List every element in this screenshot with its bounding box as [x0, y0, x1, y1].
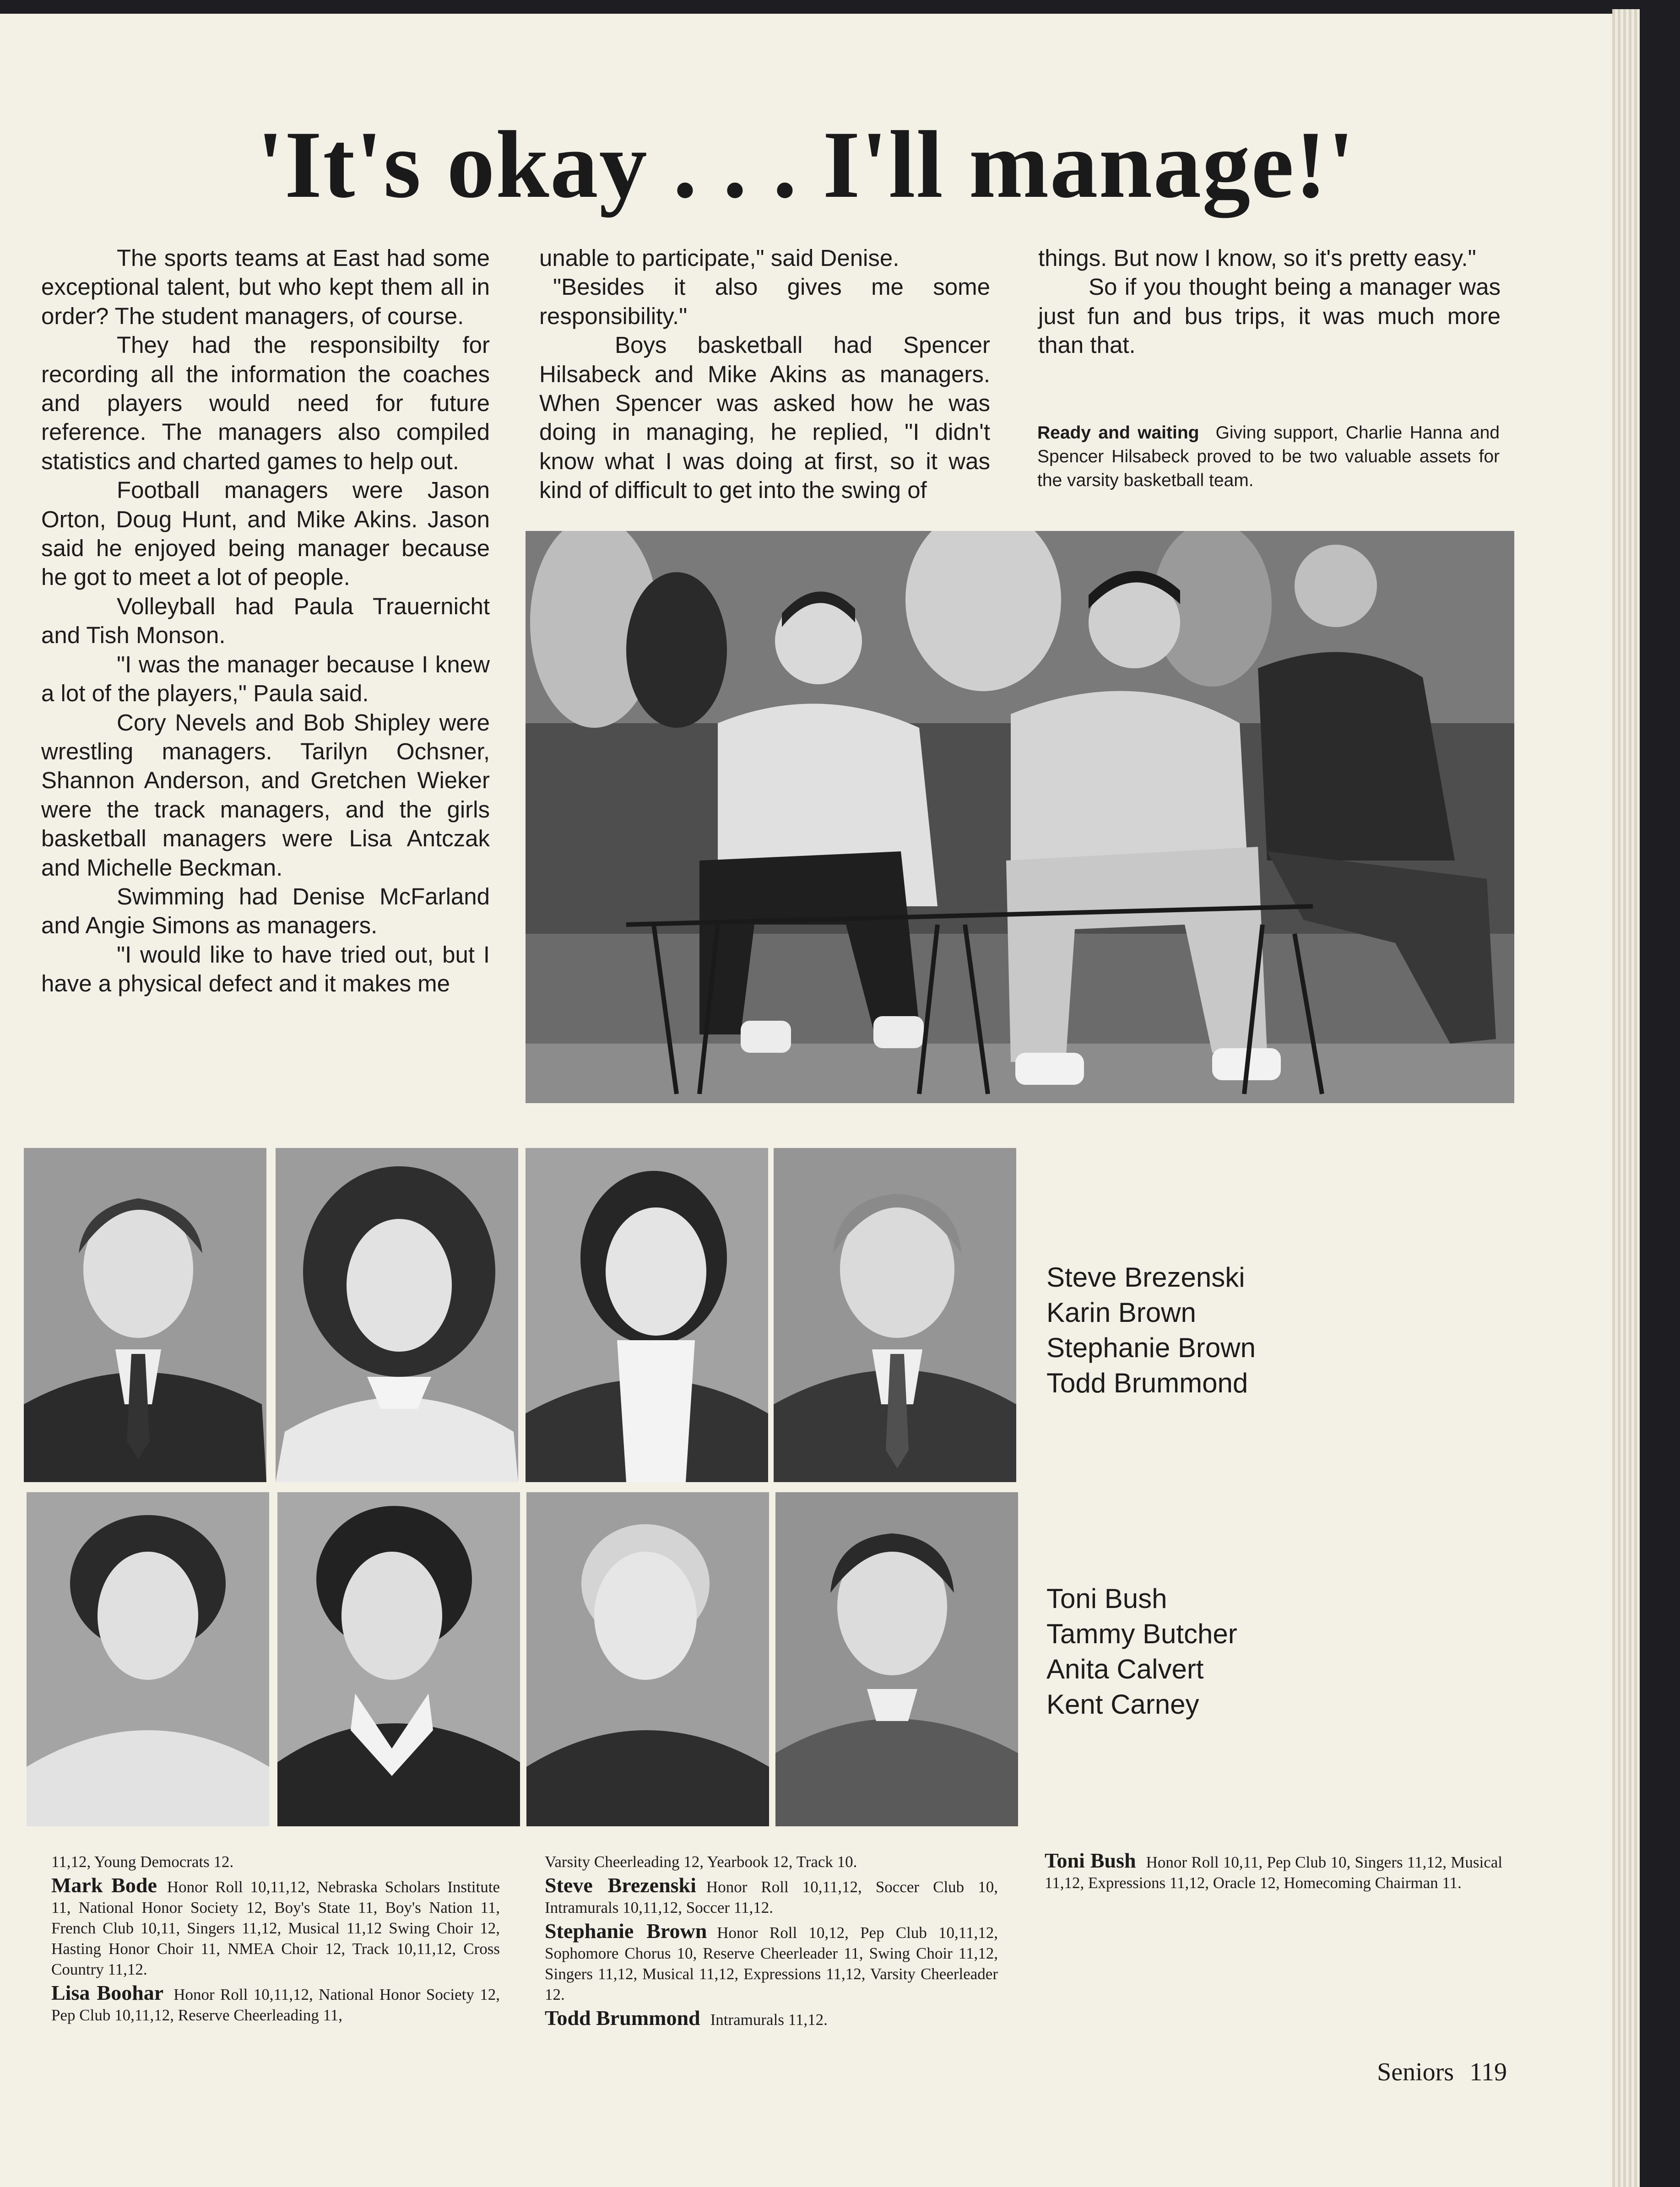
article-paragraph: Football managers were Jason Orton, Doug Hunt, and Mike Akins. Jason said he enjoyed being manager because he got to meet a lot of people.	[41, 477, 490, 590]
portrait-name: Todd Brummond	[1046, 1368, 1248, 1398]
bio-text: Honor Roll 10,11,12, Soccer Club 10, Intramurals 10,11,12, Soccer 11,12.	[545, 1878, 998, 1916]
portrait-names-row-1	[1046, 1260, 1256, 1401]
portrait-names-row-2	[1046, 1581, 1237, 1722]
bio-entry	[1045, 1850, 1502, 1893]
portrait-name: Kent Carney	[1046, 1689, 1199, 1720]
portrait-karin-brown	[276, 1148, 518, 1482]
bio-text: Honor Roll 10,11,12, Nebraska Scholars Institute 11, National Honor Society 12, Boy's State 11, Boy's Nation 11, French Club 10,11, Singers 11,12, Musical 11,12 Swing Choir 12, Hasting Honor Choir 11, NMEA Choir 12, Track 10,11,12, Cross Country 11,12.	[51, 1878, 500, 1978]
bio-text: Honor Roll 10,12, Pep Club 10,11,12, Sophomore Chorus 10, Reserve Cheerleader 11, Swing Choir 11,12, Singers 11,12, Musical 11,12, Expressions 11,12, Varsity Cheerleader 12.	[545, 1924, 998, 2003]
article-paragraph: Boys basketball had Spencer Hilsabeck and Mike Akins as managers. When Spencer was asked how he was doing in managing, he replied, "I didn't know what I was doing at first, so it was kind of difficult to get into the swing of	[539, 332, 990, 503]
bio-text: Honor Roll 10,11,12, National Honor Society 12, Pep Club 10,11,12, Reserve Cheerleading 11,	[51, 1986, 500, 2024]
bio-continuation: 11,12, Young Democrats 12.	[51, 1853, 234, 1871]
portrait-name: Tammy Butcher	[1046, 1619, 1237, 1649]
article-paragraph: The sports teams at East had some exceptional talent, but who kept them all in order? The student managers, of course.	[41, 245, 490, 329]
bio-name: Toni Bush	[1045, 1849, 1136, 1872]
article-column-3	[1038, 244, 1501, 360]
managers-photo-art	[526, 531, 1514, 1103]
page-edge	[1612, 9, 1640, 2187]
page-footer	[1377, 2057, 1507, 2087]
portrait-todd-brummond	[774, 1148, 1016, 1482]
page-title: 'It's okay . . . I'll manage!'	[257, 112, 1355, 218]
article-paragraph: "I was the manager because I knew a lot of the players," Paula said.	[41, 651, 490, 707]
bio-name: Mark Bode	[51, 1873, 157, 1897]
portrait-kent-carney	[775, 1492, 1018, 1826]
bio-name: Steve Brezenski	[545, 1873, 696, 1897]
article-column-2	[539, 244, 990, 505]
portrait-name: Stephanie Brown	[1046, 1332, 1256, 1363]
senior-bios-column-1	[51, 1851, 500, 2028]
bio-name: Lisa Boohar	[51, 1981, 164, 2004]
portrait-stephanie-brown	[526, 1148, 768, 1482]
article-paragraph: Swimming had Denise McFarland and Angie Simons as managers.	[41, 883, 490, 939]
page-number: 119	[1469, 2058, 1507, 2086]
article-paragraph: unable to participate," said Denise.	[539, 245, 900, 271]
bio-entry	[545, 2008, 998, 2030]
bio-entry	[545, 1875, 998, 1918]
yearbook-page	[0, 14, 1612, 2187]
portrait-anita-calvert	[526, 1492, 769, 1826]
article-paragraph: things. But now I know, so it's pretty easy."	[1038, 245, 1476, 271]
caption-lead: Ready and waiting	[1037, 423, 1199, 443]
article-paragraph: Cory Nevels and Bob Shipley were wrestling managers. Tarilyn Ochsner, Shannon Anderson, and Gretchen Wieker were the track managers, and the girls basketball managers were Lisa Antczak and Michelle Beckman.	[41, 709, 490, 881]
bio-text: Intramurals 11,12.	[710, 2011, 828, 2029]
article-paragraph: "I would like to have tried out, but I have a physical defect and it makes me	[41, 941, 490, 997]
portrait-name: Steve Brezenski	[1046, 1262, 1245, 1293]
bio-text: Honor Roll 10,11, Pep Club 10, Singers 11,12, Musical 11,12, Expressions 11,12, Oracle 12, Homecoming Chairman 11.	[1045, 1853, 1502, 1892]
senior-bios-column-2	[545, 1851, 998, 2033]
senior-bios-column-3	[1045, 1850, 1502, 1896]
article-paragraph: "Besides it also gives me some responsibility."	[539, 274, 990, 329]
photo-caption	[1037, 421, 1500, 493]
section-label: Seniors	[1377, 2058, 1454, 2086]
caption-text: Giving support, Charlie Hanna and Spencer Hilsabeck proved to be two valuable assets for the varsity basketball team.	[1037, 423, 1500, 490]
managers-photo	[526, 531, 1514, 1103]
portrait-name: Anita Calvert	[1046, 1654, 1204, 1684]
portrait-name: Toni Bush	[1046, 1583, 1167, 1614]
portrait-tammy-butcher	[277, 1492, 520, 1826]
bio-entry	[545, 1921, 998, 2005]
article-paragraph: Volleyball had Paula Trauernicht and Tish Monson.	[41, 593, 490, 649]
portrait-steve-brezenski	[24, 1148, 266, 1482]
bio-name: Todd Brummond	[545, 2006, 700, 2030]
portrait-toni-bush	[27, 1492, 269, 1826]
bio-entry	[51, 1875, 500, 1980]
bio-name: Stephanie Brown	[545, 1919, 707, 1943]
article-paragraph: They had the responsibilty for recording all the information the coaches and players would need for future reference. The managers also compiled statistics and charted games to help out.	[41, 332, 490, 474]
bio-continuation: Varsity Cheerleading 12, Yearbook 12, Track 10.	[545, 1853, 857, 1871]
article-paragraph: So if you thought being a manager was just fun and bus trips, it was much more than that.	[1038, 274, 1501, 358]
bio-entry	[51, 1982, 500, 2025]
portrait-name: Karin Brown	[1046, 1297, 1196, 1328]
article-column-1	[41, 244, 490, 998]
